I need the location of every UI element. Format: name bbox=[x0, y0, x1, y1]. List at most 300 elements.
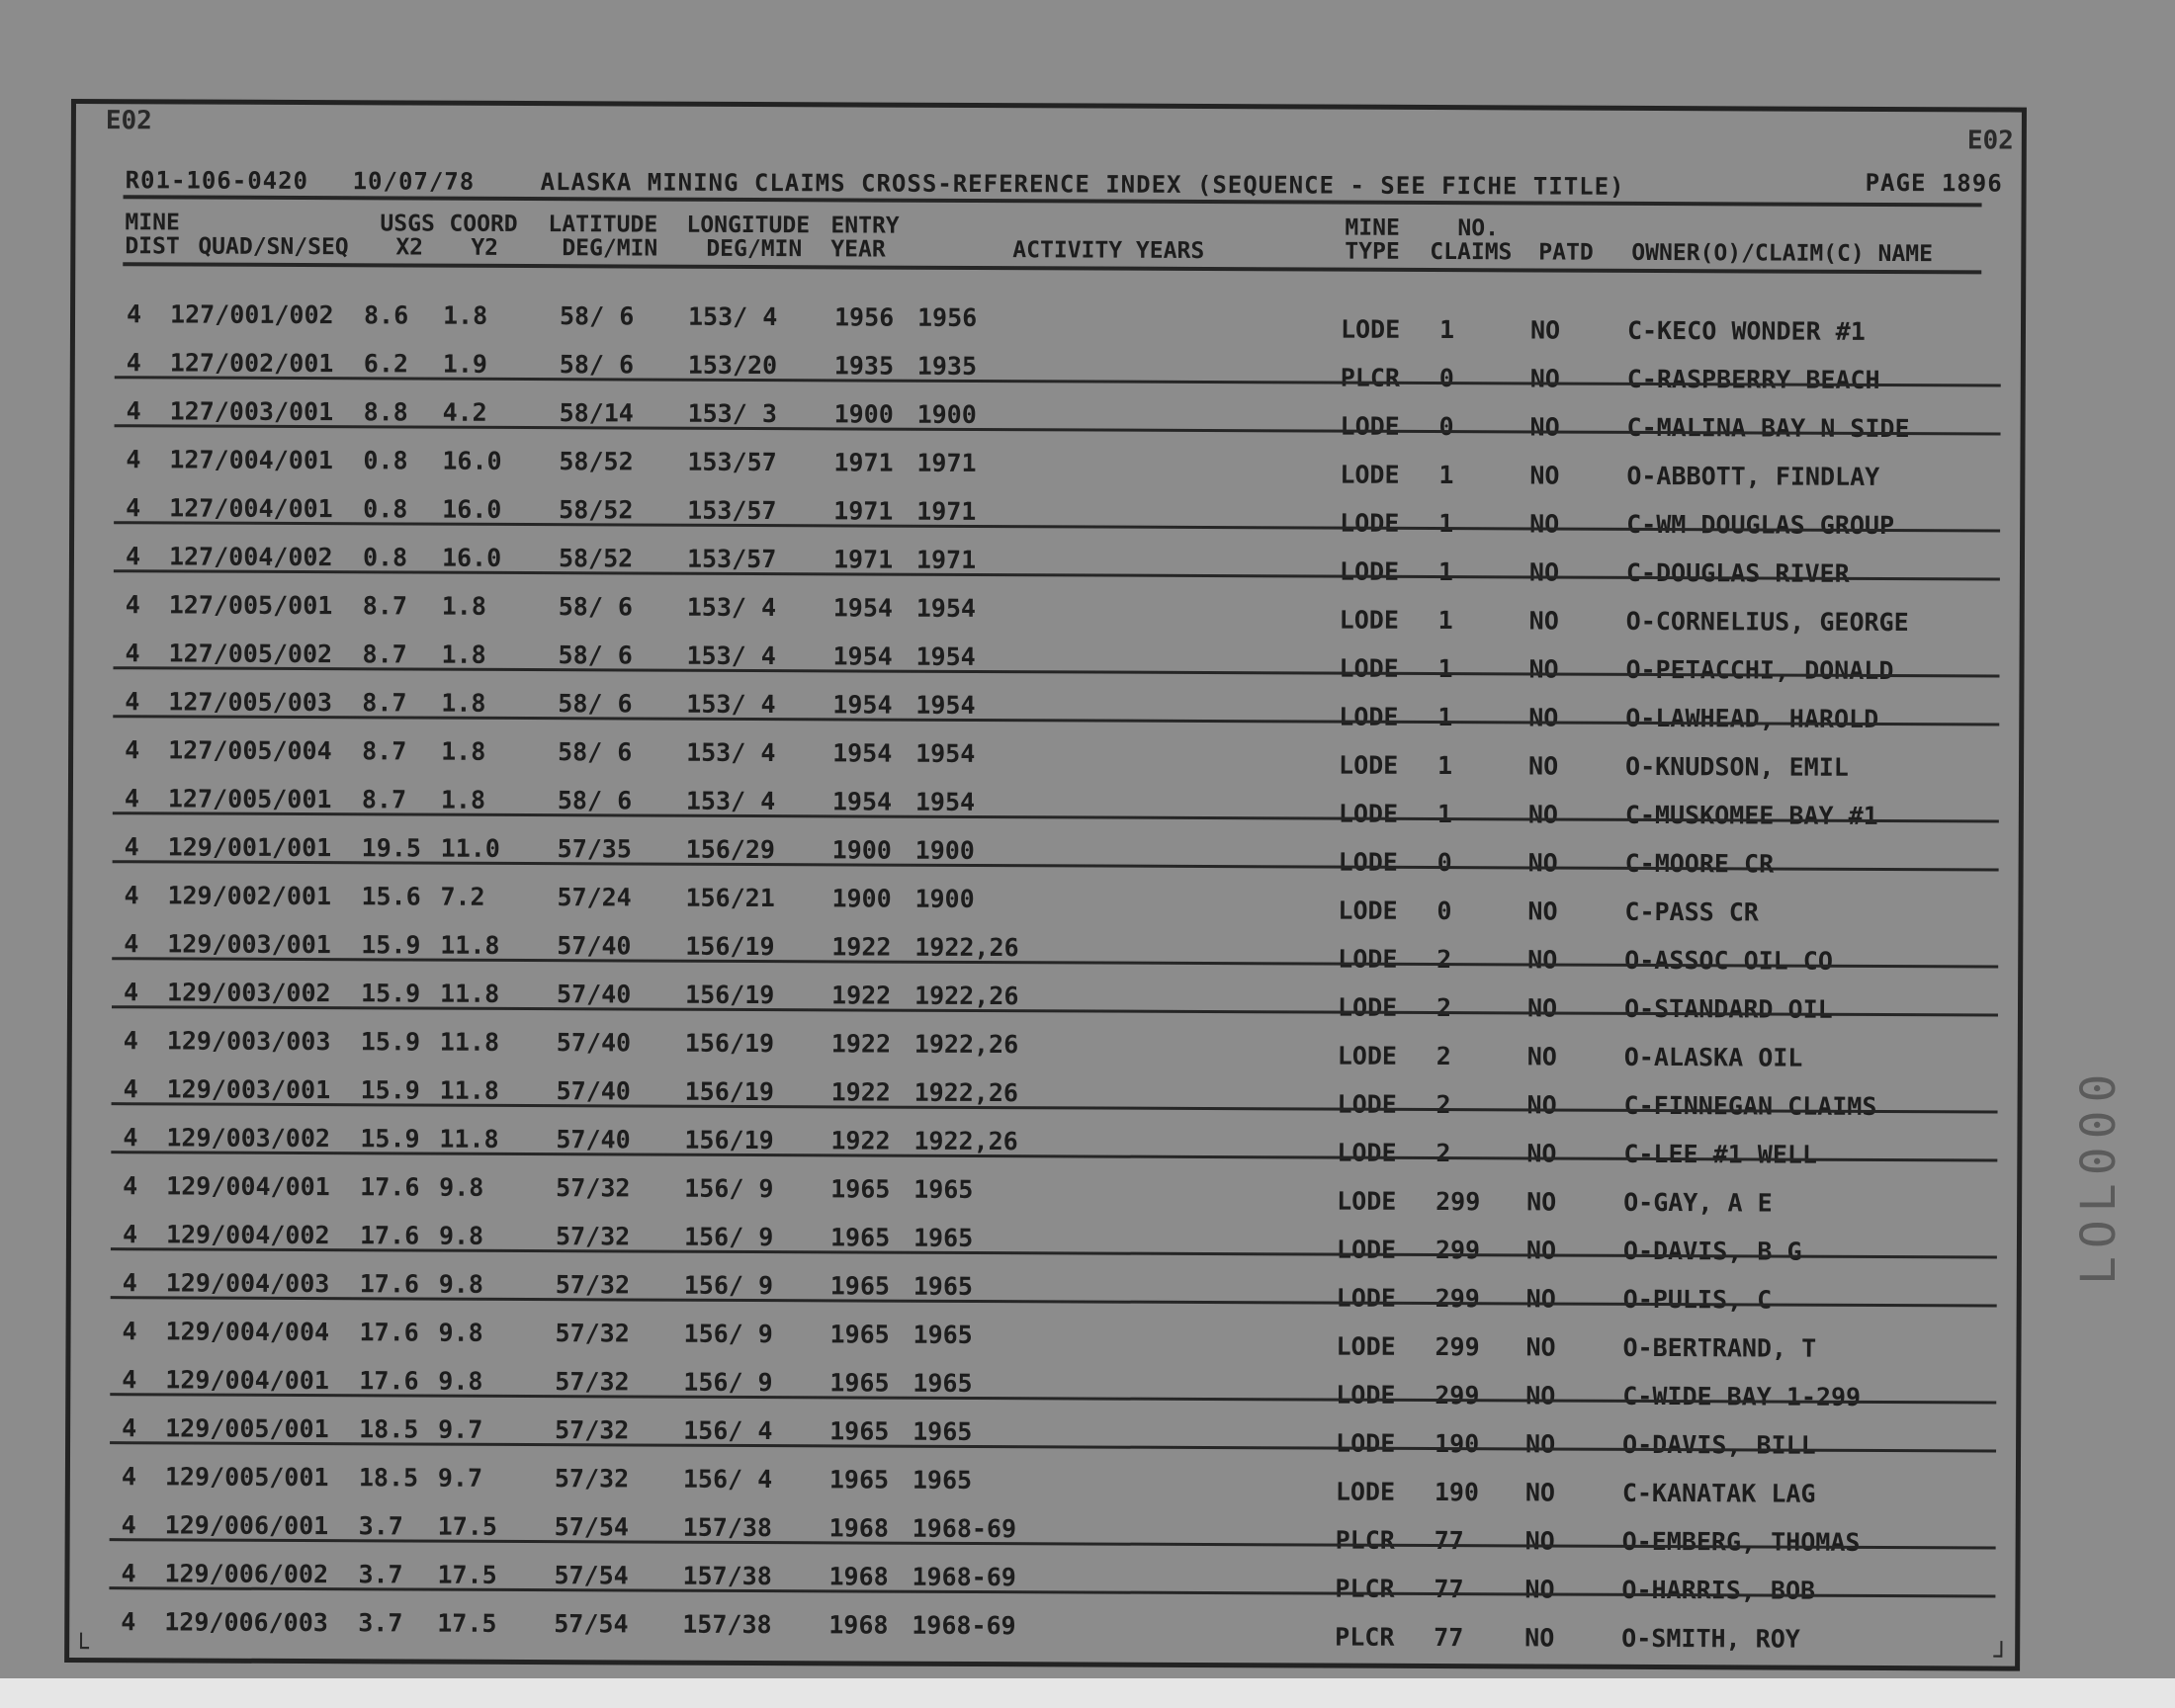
cell-lon: 156/21 bbox=[685, 883, 775, 913]
cell-usgs: 3.7 bbox=[358, 1608, 403, 1638]
cell-usgs: 17.6 bbox=[359, 1269, 420, 1299]
cell-lat: 58/ 6 bbox=[557, 786, 633, 815]
cell-lon: 153/ 3 bbox=[687, 398, 777, 429]
fiche-side-code: LOL000 bbox=[2071, 1066, 2127, 1285]
cell-dist: 4 bbox=[122, 1365, 137, 1395]
cell-activity: 1954 bbox=[915, 641, 976, 671]
cell-lon: 153/57 bbox=[686, 544, 777, 574]
cell-usgs: 8.8 bbox=[363, 397, 408, 427]
cell-lon: 157/38 bbox=[682, 1609, 772, 1640]
cell-activity: 1965 bbox=[913, 1271, 974, 1301]
cell-quad: 129/006/001 bbox=[164, 1510, 329, 1541]
cell-claims: 1 bbox=[1437, 703, 1453, 732]
cell-lon: 156/19 bbox=[685, 931, 775, 962]
cell-usgs: 15.6 bbox=[361, 882, 421, 911]
cell-usgs: 15.9 bbox=[360, 1027, 421, 1057]
cell-claims: 190 bbox=[1434, 1478, 1480, 1507]
cell-entry: 1935 bbox=[833, 351, 895, 381]
cell-usgs: 17.6 bbox=[359, 1318, 419, 1347]
cell-lat: 58/ 6 bbox=[559, 350, 635, 380]
cell-usgs: 8.7 bbox=[362, 591, 407, 621]
corner-bracket-bottom-right-icon: ┘ bbox=[1993, 1642, 2010, 1672]
cell-quad: 127/001/002 bbox=[169, 299, 334, 330]
table-row bbox=[74, 493, 2020, 551]
cell-type: LODE bbox=[1337, 1186, 1397, 1216]
cell-entry: 1968 bbox=[828, 1610, 889, 1640]
cell-quad: 127/005/001 bbox=[168, 590, 333, 621]
cell-dist: 4 bbox=[122, 1413, 137, 1443]
cell-activity: 1954 bbox=[915, 690, 976, 720]
cell-patd: NO bbox=[1528, 654, 1559, 684]
cell-lat: 57/32 bbox=[555, 1367, 630, 1397]
cell-patd: NO bbox=[1528, 557, 1560, 587]
cell-coord: 11.8 bbox=[439, 979, 500, 1008]
cell-patd: NO bbox=[1525, 1284, 1556, 1314]
cell-dist: 4 bbox=[121, 1607, 136, 1637]
cell-coord: 11.8 bbox=[440, 930, 500, 960]
cell-claims: 1 bbox=[1437, 557, 1454, 587]
cell-claims: 1 bbox=[1438, 315, 1455, 345]
cell-entry: 1922 bbox=[830, 981, 892, 1010]
cell-type: LODE bbox=[1337, 1089, 1397, 1119]
cell-type: LODE bbox=[1338, 896, 1398, 925]
cell-quad: 129/003/001 bbox=[166, 1074, 331, 1105]
cell-coord: 1.8 bbox=[441, 640, 486, 669]
cell-activity: 1965 bbox=[912, 1465, 973, 1494]
cell-claims: 1 bbox=[1438, 461, 1454, 490]
cell-lon: 156/ 9 bbox=[683, 1270, 774, 1301]
cell-entry: 1968 bbox=[828, 1562, 889, 1591]
report-title: ALASKA MINING CLAIMS CROSS-REFERENCE INDEX (SEQUENCE - SEE FICHE TITLE) bbox=[540, 168, 1625, 201]
cell-dist: 4 bbox=[122, 1317, 137, 1346]
report-id: R01-106-0420 bbox=[125, 166, 309, 196]
cell-owner: C-WM DOUGLAS GROUP bbox=[1626, 509, 1895, 541]
col-header-longitude: LONGITUDE DEG/MIN bbox=[686, 212, 811, 263]
cell-claims: 299 bbox=[1436, 1187, 1481, 1217]
cell-lat: 58/52 bbox=[559, 447, 634, 476]
cell-type: LODE bbox=[1338, 847, 1398, 877]
cell-usgs: 17.6 bbox=[359, 1366, 419, 1396]
cell-entry: 1922 bbox=[830, 1126, 891, 1155]
cell-activity: 1954 bbox=[915, 738, 976, 768]
cell-type: LODE bbox=[1340, 460, 1400, 489]
cell-lon: 156/ 4 bbox=[683, 1415, 773, 1446]
table-row bbox=[73, 687, 2019, 744]
cell-lon: 156/29 bbox=[685, 834, 776, 865]
cell-activity: 1971 bbox=[916, 448, 977, 477]
table-row bbox=[71, 1171, 2017, 1229]
cell-lat: 57/40 bbox=[556, 1028, 632, 1058]
cell-lat: 57/40 bbox=[556, 1076, 631, 1106]
cell-quad: 129/005/001 bbox=[164, 1462, 329, 1493]
cell-entry: 1954 bbox=[832, 641, 893, 671]
cell-patd: NO bbox=[1525, 1381, 1556, 1410]
cell-quad: 129/002/001 bbox=[167, 881, 332, 911]
cell-lat: 58/ 6 bbox=[558, 592, 634, 622]
cell-lon: 156/ 9 bbox=[683, 1367, 773, 1398]
cell-activity: 1922,26 bbox=[914, 1029, 1019, 1060]
cell-owner: O-HARRIS, BOB bbox=[1621, 1575, 1816, 1605]
cell-usgs: 19.5 bbox=[361, 833, 421, 863]
cell-usgs: 8.7 bbox=[361, 785, 407, 814]
cell-quad: 129/004/001 bbox=[166, 1171, 330, 1202]
col-header-mine-dist: MINE DIST bbox=[125, 210, 180, 260]
cell-lat: 57/54 bbox=[554, 1512, 630, 1542]
cell-claims: 2 bbox=[1436, 945, 1452, 975]
cell-coord: 11.8 bbox=[439, 1027, 500, 1057]
cell-coord: 11.8 bbox=[439, 1124, 499, 1153]
cell-dist: 4 bbox=[126, 396, 141, 426]
corner-mark-top-right: E02 bbox=[1966, 126, 2014, 156]
table-row bbox=[74, 396, 2020, 454]
cell-activity: 1968-69 bbox=[912, 1562, 1016, 1592]
cell-quad: 129/003/001 bbox=[167, 929, 331, 960]
cell-activity: 1965 bbox=[913, 1320, 973, 1349]
cell-owner: O-CORNELIUS, GEORGE bbox=[1625, 606, 1909, 638]
cell-lat: 57/32 bbox=[554, 1464, 630, 1494]
cell-usgs: 3.7 bbox=[358, 1560, 403, 1589]
cell-lon: 153/20 bbox=[687, 350, 778, 381]
cell-lat: 57/54 bbox=[554, 1609, 629, 1639]
cell-lat: 58/ 6 bbox=[558, 640, 633, 670]
cell-coord: 16.0 bbox=[442, 446, 502, 475]
cell-type: LODE bbox=[1338, 944, 1398, 974]
cell-owner: C-KANATAK LAG bbox=[1621, 1478, 1816, 1508]
cell-lat: 57/32 bbox=[555, 1222, 631, 1251]
table-row bbox=[74, 445, 2020, 502]
cell-dist: 4 bbox=[124, 784, 140, 813]
cell-patd: NO bbox=[1528, 751, 1559, 781]
cell-claims: 77 bbox=[1434, 1575, 1464, 1604]
cell-quad: 129/004/002 bbox=[165, 1220, 330, 1250]
cell-patd: NO bbox=[1524, 1526, 1555, 1556]
cell-quad: 129/003/003 bbox=[166, 1026, 331, 1057]
cell-coord: 9.8 bbox=[438, 1318, 483, 1347]
cell-owner: O-GAY, A E bbox=[1623, 1187, 1773, 1218]
corner-bracket-bottom-left-icon: └ bbox=[73, 1634, 89, 1665]
cell-owner: O-STANDARD OIL bbox=[1623, 993, 1833, 1024]
cell-quad: 129/003/002 bbox=[166, 1123, 331, 1153]
cell-entry: 1965 bbox=[829, 1368, 890, 1398]
cell-entry: 1956 bbox=[833, 302, 895, 332]
table-row bbox=[73, 735, 2019, 793]
cell-dist: 4 bbox=[121, 1462, 137, 1492]
cell-usgs: 8.7 bbox=[362, 736, 407, 766]
cell-lon: 157/38 bbox=[682, 1512, 773, 1543]
cell-entry: 1965 bbox=[829, 1271, 891, 1301]
cell-entry: 1922 bbox=[830, 1029, 892, 1059]
cell-patd: NO bbox=[1526, 1042, 1557, 1071]
cell-type: LODE bbox=[1339, 702, 1399, 731]
cell-entry: 1965 bbox=[829, 1320, 890, 1349]
cell-owner: C-FINNEGAN CLAIMS bbox=[1623, 1090, 1877, 1121]
cell-quad: 129/005/001 bbox=[165, 1413, 329, 1444]
cell-patd: NO bbox=[1524, 1478, 1556, 1507]
cell-lon: 153/ 4 bbox=[686, 689, 776, 720]
cell-quad: 127/003/001 bbox=[169, 396, 334, 427]
cell-patd: NO bbox=[1529, 509, 1560, 539]
cell-coord: 9.8 bbox=[439, 1172, 484, 1202]
cell-type: LODE bbox=[1339, 653, 1399, 683]
cell-type: LODE bbox=[1336, 1283, 1397, 1313]
cell-quad: 127/005/001 bbox=[167, 784, 332, 814]
cell-activity: 1922,26 bbox=[914, 1126, 1018, 1156]
cell-patd: NO bbox=[1526, 993, 1558, 1023]
page-number: PAGE 1896 bbox=[1865, 168, 2003, 198]
cell-quad: 129/003/002 bbox=[166, 978, 331, 1008]
col-header-mine-type: MINE TYPE bbox=[1345, 214, 1400, 265]
cell-lat: 57/32 bbox=[556, 1173, 631, 1203]
cell-type: LODE bbox=[1339, 750, 1399, 780]
cell-usgs: 6.2 bbox=[363, 349, 409, 379]
cell-coord: 1.9 bbox=[442, 349, 488, 379]
cell-owner: O-BERTRAND, T bbox=[1622, 1332, 1817, 1363]
table-row bbox=[72, 1026, 2018, 1083]
cell-owner: O-ABBOTT, FINDLAY bbox=[1626, 461, 1880, 491]
cell-dist: 4 bbox=[121, 1559, 136, 1588]
cell-lat: 57/40 bbox=[556, 1125, 631, 1154]
cell-activity: 1954 bbox=[914, 787, 976, 816]
table-row bbox=[73, 784, 2019, 841]
cell-dist: 4 bbox=[121, 1510, 136, 1540]
cell-type: PLCR bbox=[1335, 1622, 1395, 1652]
cell-dist: 4 bbox=[125, 639, 140, 668]
table-row bbox=[72, 881, 2018, 938]
cell-lon: 153/57 bbox=[687, 495, 777, 526]
cell-entry: 1900 bbox=[831, 835, 892, 865]
cell-owner: O-KNUDSON, EMIL bbox=[1625, 751, 1849, 782]
cell-owner: C-MALINA BAY N SIDE bbox=[1626, 412, 1910, 444]
cell-patd: NO bbox=[1527, 945, 1558, 975]
cell-entry: 1971 bbox=[832, 545, 894, 574]
cell-coord: 16.0 bbox=[442, 494, 502, 524]
cell-entry: 1968 bbox=[828, 1513, 889, 1543]
cell-activity: 1900 bbox=[914, 835, 975, 865]
cell-claims: 0 bbox=[1436, 848, 1452, 878]
cell-entry: 1954 bbox=[832, 738, 893, 768]
cell-owner: C-PASS CR bbox=[1624, 897, 1759, 927]
cell-owner: O-ASSOC OIL CO bbox=[1624, 945, 1833, 976]
cell-claims: 2 bbox=[1436, 1139, 1451, 1168]
cell-quad: 129/004/001 bbox=[165, 1365, 329, 1396]
cell-dist: 4 bbox=[126, 445, 141, 474]
cell-lat: 58/14 bbox=[559, 398, 634, 428]
table-row bbox=[73, 639, 2019, 696]
cell-activity: 1956 bbox=[916, 302, 978, 332]
cell-type: LODE bbox=[1335, 1477, 1396, 1506]
col-header-patd: PATD bbox=[1538, 239, 1594, 266]
cell-claims: 2 bbox=[1436, 1090, 1451, 1120]
table-row bbox=[75, 348, 2021, 405]
cell-activity: 1968-69 bbox=[912, 1513, 1017, 1544]
cell-quad: 127/005/004 bbox=[168, 735, 332, 766]
cell-entry: 1900 bbox=[831, 884, 892, 913]
col-header-activity-years: ACTIVITY YEARS bbox=[1012, 237, 1205, 265]
cell-claims: 1 bbox=[1437, 654, 1453, 684]
table-row bbox=[70, 1413, 2016, 1471]
cell-usgs: 17.6 bbox=[359, 1221, 420, 1250]
cell-entry: 1954 bbox=[832, 690, 893, 720]
cell-usgs: 3.7 bbox=[358, 1511, 403, 1541]
cell-dist: 4 bbox=[125, 542, 141, 571]
cell-dist: 4 bbox=[123, 1074, 138, 1104]
col-header-entry-year: ENTRY YEAR bbox=[830, 213, 900, 263]
cell-activity: 1935 bbox=[916, 351, 978, 381]
table-row bbox=[69, 1607, 2015, 1665]
cell-owner: C-MOORE CR bbox=[1624, 848, 1775, 879]
cell-type: LODE bbox=[1336, 1380, 1396, 1409]
cell-entry: 1965 bbox=[830, 1174, 891, 1204]
cell-quad: 127/004/001 bbox=[169, 445, 334, 475]
cell-usgs: 8.7 bbox=[362, 688, 407, 718]
cell-owner: O-PULIS, C bbox=[1622, 1284, 1773, 1315]
cell-type: LODE bbox=[1338, 799, 1399, 828]
cell-lat: 57/32 bbox=[555, 1415, 630, 1445]
table-row bbox=[71, 1220, 2017, 1277]
table-row bbox=[70, 1365, 2016, 1422]
cell-usgs: 0.8 bbox=[362, 543, 408, 572]
cell-lon: 156/19 bbox=[684, 1125, 774, 1155]
cell-entry: 1954 bbox=[831, 787, 893, 816]
cell-activity: 1965 bbox=[913, 1223, 974, 1252]
cell-coord: 11.0 bbox=[440, 833, 500, 863]
cell-activity: 1965 bbox=[913, 1416, 973, 1446]
cell-type: LODE bbox=[1337, 992, 1398, 1022]
cell-type: LODE bbox=[1339, 556, 1400, 586]
col-header-usgs: USGS X2 bbox=[380, 211, 435, 261]
cell-coord: 9.7 bbox=[437, 1463, 483, 1493]
cell-entry: 1965 bbox=[829, 1223, 891, 1252]
cell-owner: C-DOUGLAS RIVER bbox=[1625, 557, 1850, 588]
cell-activity: 1968-69 bbox=[912, 1610, 1016, 1641]
cell-patd: NO bbox=[1526, 1187, 1557, 1217]
cell-owner: C-RASPBERRY BEACH bbox=[1626, 364, 1880, 394]
cell-type: PLCR bbox=[1335, 1525, 1395, 1555]
cell-lon: 156/ 9 bbox=[683, 1319, 773, 1349]
cell-claims: 1 bbox=[1438, 509, 1454, 539]
cell-quad: 127/004/002 bbox=[168, 542, 333, 572]
cell-coord: 1.8 bbox=[442, 300, 488, 330]
cell-claims: 0 bbox=[1436, 897, 1452, 926]
cell-quad: 129/006/003 bbox=[164, 1607, 328, 1638]
cell-lat: 57/32 bbox=[555, 1319, 630, 1348]
cell-quad: 129/004/003 bbox=[165, 1268, 330, 1299]
cell-dist: 4 bbox=[123, 1171, 138, 1201]
cell-type: LODE bbox=[1339, 605, 1399, 635]
cell-coord: 9.8 bbox=[438, 1269, 483, 1299]
scan-margin bbox=[0, 1678, 2175, 1708]
cell-usgs: 0.8 bbox=[363, 446, 408, 475]
cell-patd: NO bbox=[1529, 412, 1560, 442]
cell-activity: 1922,26 bbox=[914, 1077, 1019, 1108]
cell-quad: 127/005/003 bbox=[168, 687, 332, 718]
cell-coord: 17.5 bbox=[437, 1560, 497, 1589]
table-row bbox=[72, 929, 2018, 986]
cell-lon: 153/ 4 bbox=[687, 301, 778, 332]
cell-usgs: 8.6 bbox=[363, 300, 409, 330]
cell-entry: 1965 bbox=[829, 1416, 890, 1446]
cell-lat: 58/ 6 bbox=[559, 301, 635, 331]
cell-type: LODE bbox=[1336, 1428, 1396, 1458]
cell-dist: 4 bbox=[126, 493, 141, 523]
cell-type: PLCR bbox=[1335, 1574, 1395, 1603]
cell-lon: 157/38 bbox=[682, 1561, 772, 1591]
cell-claims: 299 bbox=[1435, 1236, 1481, 1265]
cell-coord: 17.5 bbox=[437, 1608, 497, 1638]
cell-owner: C-LEE #1 WELL bbox=[1623, 1139, 1818, 1169]
cell-lat: 58/ 6 bbox=[558, 737, 633, 767]
table-row bbox=[69, 1559, 2015, 1616]
cell-patd: NO bbox=[1528, 703, 1559, 732]
cell-patd: NO bbox=[1529, 461, 1560, 490]
cell-dist: 4 bbox=[123, 1123, 138, 1153]
cell-dist: 4 bbox=[124, 929, 139, 959]
table-row bbox=[74, 590, 2020, 647]
cell-owner: O-EMBERG, THOMAS bbox=[1621, 1526, 1861, 1557]
cell-type: LODE bbox=[1336, 1331, 1396, 1361]
cell-lon: 153/ 4 bbox=[686, 640, 776, 671]
cell-activity: 1954 bbox=[915, 593, 977, 623]
cell-lon: 156/19 bbox=[684, 980, 775, 1010]
cell-claims: 299 bbox=[1435, 1332, 1480, 1362]
cell-claims: 1 bbox=[1436, 800, 1452, 829]
table-row bbox=[71, 1123, 2017, 1180]
cell-usgs: 8.7 bbox=[362, 640, 407, 669]
cell-lon: 156/ 4 bbox=[682, 1464, 773, 1494]
cell-activity: 1922,26 bbox=[914, 932, 1019, 963]
cell-owner: O-LAWHEAD, HAROLD bbox=[1625, 703, 1879, 733]
cell-patd: NO bbox=[1529, 364, 1560, 393]
table-row bbox=[70, 1462, 2016, 1519]
cell-lat: 57/40 bbox=[557, 931, 632, 961]
cell-lat: 57/35 bbox=[557, 834, 633, 864]
table-row bbox=[70, 1510, 2016, 1568]
col-header-owner: OWNER(O)/CLAIM(C) NAME bbox=[1631, 239, 1934, 268]
cell-coord: 17.5 bbox=[437, 1511, 497, 1541]
cell-activity: 1971 bbox=[916, 496, 977, 526]
cell-lon: 153/ 4 bbox=[686, 737, 776, 768]
cell-usgs: 15.9 bbox=[360, 979, 421, 1008]
cell-lon: 153/57 bbox=[687, 447, 777, 477]
cell-type: LODE bbox=[1337, 1138, 1397, 1167]
cell-dist: 4 bbox=[125, 735, 140, 765]
table-row bbox=[74, 542, 2020, 599]
cell-patd: NO bbox=[1527, 800, 1559, 829]
cell-usgs: 0.8 bbox=[363, 494, 408, 524]
cell-owner: O-DAVIS, B G bbox=[1622, 1236, 1802, 1266]
cell-lat: 57/40 bbox=[556, 980, 632, 1009]
cell-activity: 1971 bbox=[915, 545, 977, 574]
table-row bbox=[70, 1317, 2016, 1374]
cell-claims: 2 bbox=[1436, 1042, 1451, 1071]
cell-type: LODE bbox=[1340, 314, 1401, 344]
cell-patd: NO bbox=[1525, 1236, 1557, 1265]
cell-coord: 1.8 bbox=[441, 736, 486, 766]
table-row bbox=[72, 978, 2018, 1035]
cell-dist: 4 bbox=[123, 978, 139, 1007]
cell-claims: 299 bbox=[1435, 1284, 1480, 1314]
cell-claims: 0 bbox=[1438, 364, 1454, 393]
table-row bbox=[71, 1074, 2017, 1132]
cell-lat: 58/ 6 bbox=[558, 689, 633, 719]
microfiche-frame bbox=[64, 99, 2027, 1671]
cell-type: LODE bbox=[1337, 1041, 1398, 1070]
cell-patd: NO bbox=[1524, 1623, 1555, 1653]
cell-quad: 129/006/002 bbox=[164, 1559, 329, 1589]
cell-owner: O-DAVIS, BILL bbox=[1622, 1429, 1816, 1460]
table-row bbox=[73, 832, 2019, 890]
cell-dist: 4 bbox=[126, 348, 141, 378]
